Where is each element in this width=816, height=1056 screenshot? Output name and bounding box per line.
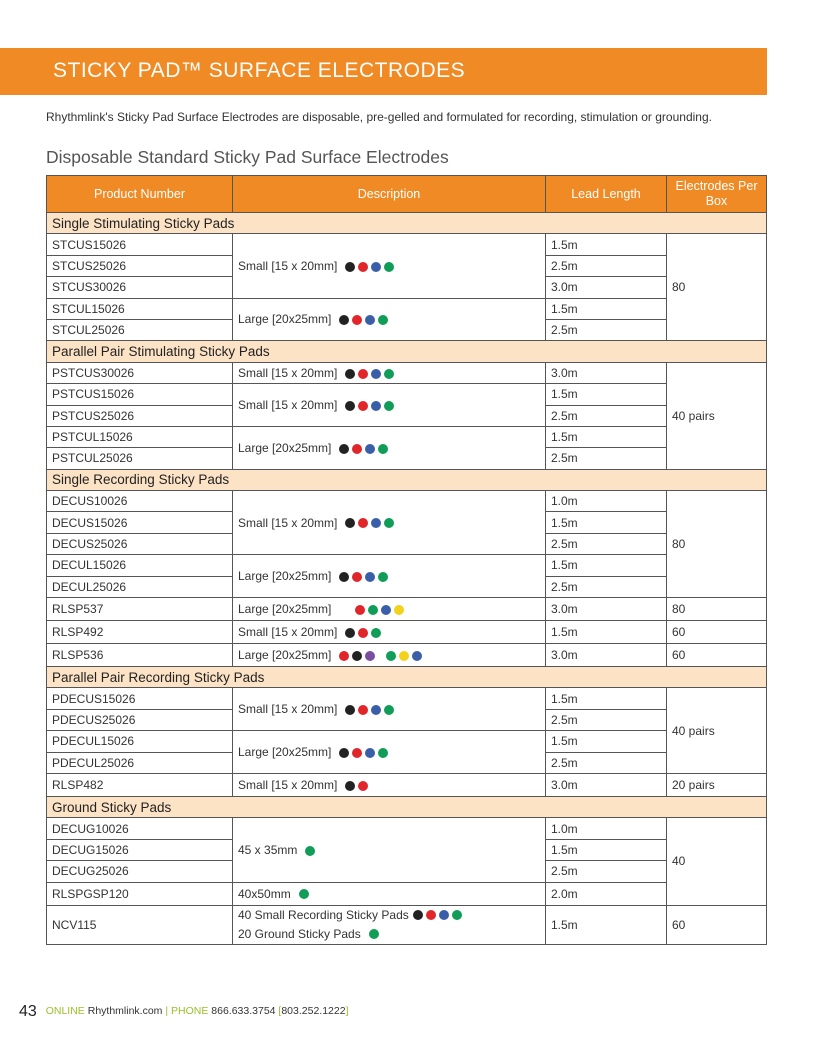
product-number: RLSPGSP120 <box>47 882 233 905</box>
table-row <box>47 555 767 576</box>
alt-phone-number: 803.252.1222 <box>281 1005 346 1017</box>
intro-text: Rhythmlink's Sticky Pad Surface Electrodes are disposable, pre-gelled and formulated for recording, stimulation or grounding. <box>46 110 712 124</box>
table-row <box>47 426 767 447</box>
blue-dot-icon <box>412 651 422 661</box>
lead-length: 2.5m <box>546 752 667 773</box>
description-text: 20 Ground Sticky Pads <box>238 926 361 941</box>
product-number: DECUL25026 <box>47 576 233 597</box>
description-cell <box>233 598 546 621</box>
product-number: NCV115 <box>47 905 233 945</box>
per-box: 80 <box>667 491 767 598</box>
green-dot-icon <box>384 518 394 528</box>
green-dot-icon <box>386 651 396 661</box>
green-dot-icon <box>305 846 315 856</box>
description-cell <box>233 818 546 882</box>
lead-length: 2.5m <box>546 319 667 340</box>
green-dot-icon <box>384 369 394 379</box>
description-cell <box>233 426 546 469</box>
description-line <box>238 906 540 925</box>
per-box: 60 <box>667 905 767 945</box>
red-dot-icon <box>358 518 368 528</box>
per-box: 80 <box>667 234 767 341</box>
color-dots <box>339 748 391 758</box>
lead-length: 1.5m <box>546 905 667 945</box>
online-label: ONLINE <box>45 1005 85 1017</box>
product-number: STCUS30026 <box>47 277 233 298</box>
color-dots <box>305 846 318 856</box>
table-row <box>47 621 767 644</box>
color-dots <box>355 605 407 615</box>
product-number: PSTCUL15026 <box>47 426 233 447</box>
color-dots <box>339 572 391 582</box>
red-dot-icon <box>339 651 349 661</box>
blue-dot-icon <box>365 572 375 582</box>
lead-length: 1.5m <box>546 621 667 644</box>
per-box: 40 pairs <box>667 688 767 774</box>
title-banner <box>0 48 767 95</box>
blue-dot-icon <box>371 518 381 528</box>
red-dot-icon <box>352 572 362 582</box>
color-dots <box>345 401 397 411</box>
black-dot-icon <box>345 781 355 791</box>
black-dot-icon <box>339 315 349 325</box>
table-row <box>47 882 767 905</box>
color-dots <box>413 906 465 925</box>
product-number: PSTCUL25026 <box>47 448 233 469</box>
table-row <box>47 298 767 319</box>
section-row <box>47 469 767 490</box>
bracket-open: [ <box>278 1005 282 1017</box>
per-box: 40 pairs <box>667 362 767 469</box>
header-description: Description <box>233 176 546 213</box>
description-text: Small [15 x 20mm] <box>238 777 338 792</box>
lead-length: 2.5m <box>546 709 667 730</box>
table-row <box>47 688 767 709</box>
green-dot-icon <box>384 262 394 272</box>
yellow-dot-icon <box>394 605 404 615</box>
blue-dot-icon <box>381 605 391 615</box>
description-cell <box>233 384 546 427</box>
black-dot-icon <box>345 369 355 379</box>
per-box: 40 <box>667 818 767 905</box>
product-number: RLSP492 <box>47 621 233 644</box>
blue-dot-icon <box>371 705 381 715</box>
lead-length: 1.5m <box>546 234 667 255</box>
description-cell <box>233 621 546 644</box>
product-number: DECUS15026 <box>47 512 233 533</box>
blue-dot-icon <box>371 369 381 379</box>
section-subtitle: Disposable Standard Sticky Pad Surface Electrodes <box>46 147 449 167</box>
green-dot-icon <box>452 910 462 920</box>
page-footer <box>19 1003 349 1021</box>
lead-length: 2.5m <box>546 861 667 882</box>
black-dot-icon <box>339 572 349 582</box>
red-dot-icon <box>358 262 368 272</box>
yellow-dot-icon <box>399 651 409 661</box>
lead-length: 2.0m <box>546 882 667 905</box>
lead-length: 1.0m <box>546 818 667 839</box>
blue-dot-icon <box>365 748 375 758</box>
table-row <box>47 731 767 752</box>
description-text: Small [15 x 20mm] <box>238 258 338 273</box>
green-dot-icon <box>378 748 388 758</box>
product-number: DECUS25026 <box>47 533 233 554</box>
lead-length: 2.5m <box>546 255 667 276</box>
per-box: 60 <box>667 621 767 644</box>
product-number: DECUS10026 <box>47 491 233 512</box>
color-dots <box>299 889 312 899</box>
color-dots <box>339 315 391 325</box>
color-dots <box>345 781 371 791</box>
green-dot-icon <box>371 628 381 638</box>
bracket-close: ] <box>345 1005 349 1017</box>
lead-length: 1.5m <box>546 298 667 319</box>
lead-length: 1.5m <box>546 384 667 405</box>
section-row <box>47 667 767 688</box>
page-number: 43 <box>19 1003 37 1020</box>
page-title: STICKY PAD™ SURFACE ELECTRODES <box>53 59 466 82</box>
lead-length: 1.5m <box>546 426 667 447</box>
product-number: RLSP482 <box>47 773 233 796</box>
description-text: Large [20x25mm] <box>238 602 332 617</box>
red-dot-icon <box>358 628 368 638</box>
blue-dot-icon <box>371 262 381 272</box>
table-row <box>47 773 767 796</box>
green-dot-icon <box>369 929 379 939</box>
product-number: DECUG10026 <box>47 818 233 839</box>
description-text: Large [20x25mm] <box>238 745 332 760</box>
color-dots <box>369 925 382 944</box>
phone-label: PHONE <box>171 1005 209 1017</box>
section-title: Ground Sticky Pads <box>47 796 767 817</box>
green-dot-icon <box>384 705 394 715</box>
red-dot-icon <box>358 369 368 379</box>
black-dot-icon <box>345 401 355 411</box>
color-dots <box>345 628 384 638</box>
product-number: PDECUL25026 <box>47 752 233 773</box>
description-cell <box>233 298 546 341</box>
section-title: Single Stimulating Sticky Pads <box>47 213 767 234</box>
description-text: 40x50mm <box>238 886 291 901</box>
color-dots <box>339 444 391 454</box>
description-cell <box>233 234 546 298</box>
product-number: DECUG15026 <box>47 839 233 860</box>
lead-length: 1.5m <box>546 512 667 533</box>
product-number: STCUS15026 <box>47 234 233 255</box>
phone-number: 866.633.3754 <box>211 1005 276 1017</box>
green-dot-icon <box>378 444 388 454</box>
description-cell <box>233 491 546 555</box>
description-text: Large [20x25mm] <box>238 569 332 584</box>
description-cell <box>233 773 546 796</box>
lead-length: 3.0m <box>546 277 667 298</box>
product-number: RLSP537 <box>47 598 233 621</box>
blue-dot-icon <box>371 401 381 411</box>
description-cell <box>233 882 546 905</box>
lead-length: 2.5m <box>546 405 667 426</box>
description-text: Small [15 x 20mm] <box>238 515 338 530</box>
product-number: PSTCUS30026 <box>47 362 233 383</box>
red-dot-icon <box>358 781 368 791</box>
red-dot-icon <box>352 748 362 758</box>
description-cell <box>233 555 546 598</box>
description-text: Small [15 x 20mm] <box>238 365 338 380</box>
table-row <box>47 491 767 512</box>
blue-dot-icon <box>365 315 375 325</box>
black-dot-icon <box>352 651 362 661</box>
description-cell <box>233 731 546 774</box>
product-number: PSTCUS15026 <box>47 384 233 405</box>
per-box: 60 <box>667 644 767 667</box>
green-dot-icon <box>378 572 388 582</box>
header-product-number: Product Number <box>47 176 233 213</box>
color-dots <box>345 705 397 715</box>
product-number: PSTCUS25026 <box>47 405 233 426</box>
table-row <box>47 905 767 945</box>
blue-dot-icon <box>365 444 375 454</box>
per-box: 20 pairs <box>667 773 767 796</box>
section-title: Parallel Pair Stimulating Sticky Pads <box>47 341 767 362</box>
description-cell <box>233 688 546 731</box>
black-dot-icon <box>345 705 355 715</box>
red-dot-icon <box>358 401 368 411</box>
table-row <box>47 384 767 405</box>
table-row <box>47 362 767 383</box>
table-row <box>47 598 767 621</box>
green-dot-icon <box>368 605 378 615</box>
description-text: Small [15 x 20mm] <box>238 702 338 717</box>
section-row <box>47 213 767 234</box>
product-number: STCUL25026 <box>47 319 233 340</box>
product-table <box>46 175 767 945</box>
black-dot-icon <box>345 628 355 638</box>
footer-separator: | <box>165 1005 169 1017</box>
black-dot-icon <box>345 262 355 272</box>
lead-length: 2.5m <box>546 576 667 597</box>
red-dot-icon <box>355 605 365 615</box>
lead-length: 1.0m <box>546 491 667 512</box>
black-dot-icon <box>339 748 349 758</box>
lead-length: 3.0m <box>546 598 667 621</box>
description-text: Small [15 x 20mm] <box>238 625 338 640</box>
green-dot-icon <box>378 315 388 325</box>
product-number: PDECUS15026 <box>47 688 233 709</box>
product-number: RLSP536 <box>47 644 233 667</box>
green-dot-icon <box>299 889 309 899</box>
color-dots <box>345 262 397 272</box>
section-row <box>47 341 767 362</box>
description-text: Large [20x25mm] <box>238 440 332 455</box>
product-number: DECUG25026 <box>47 861 233 882</box>
header-lead-length: Lead Length <box>546 176 667 213</box>
per-box: 80 <box>667 598 767 621</box>
header-electrodes-per-box: Electrodes Per Box <box>667 176 767 213</box>
description-cell <box>233 905 546 945</box>
red-dot-icon <box>352 315 362 325</box>
section-title: Single Recording Sticky Pads <box>47 469 767 490</box>
color-dots <box>345 369 397 379</box>
black-dot-icon <box>345 518 355 528</box>
description-text: 40 Small Recording Sticky Pads <box>238 907 409 922</box>
lead-length: 2.5m <box>546 533 667 554</box>
product-number: PDECUS25026 <box>47 709 233 730</box>
green-dot-icon <box>384 401 394 411</box>
product-number: PDECUL15026 <box>47 731 233 752</box>
description-text: Large [20x25mm] <box>238 648 332 663</box>
description-line <box>238 925 540 944</box>
section-row <box>47 796 767 817</box>
product-number: STCUL15026 <box>47 298 233 319</box>
lead-length: 3.0m <box>546 773 667 796</box>
description-cell <box>233 362 546 383</box>
website-link[interactable]: Rhythmlink.com <box>87 1005 163 1017</box>
lead-length: 1.5m <box>546 555 667 576</box>
table-row <box>47 234 767 255</box>
red-dot-icon <box>358 705 368 715</box>
color-dots <box>345 518 397 528</box>
color-dots <box>339 651 425 661</box>
lead-length: 3.0m <box>546 644 667 667</box>
blue-dot-icon <box>439 910 449 920</box>
red-dot-icon <box>426 910 436 920</box>
table-header-row <box>47 176 767 213</box>
table-row <box>47 644 767 667</box>
product-number: DECUL15026 <box>47 555 233 576</box>
black-dot-icon <box>413 910 423 920</box>
lead-length: 1.5m <box>546 731 667 752</box>
table-row <box>47 818 767 839</box>
description-text: Small [15 x 20mm] <box>238 398 338 413</box>
red-dot-icon <box>352 444 362 454</box>
product-number: STCUS25026 <box>47 255 233 276</box>
section-title: Parallel Pair Recording Sticky Pads <box>47 667 767 688</box>
description-cell <box>233 644 546 667</box>
description-text: Large [20x25mm] <box>238 312 332 327</box>
lead-length: 2.5m <box>546 448 667 469</box>
description-text: 45 x 35mm <box>238 842 298 857</box>
lead-length: 1.5m <box>546 688 667 709</box>
black-dot-icon <box>339 444 349 454</box>
lead-length: 3.0m <box>546 362 667 383</box>
lead-length: 1.5m <box>546 839 667 860</box>
purple-dot-icon <box>365 651 375 661</box>
